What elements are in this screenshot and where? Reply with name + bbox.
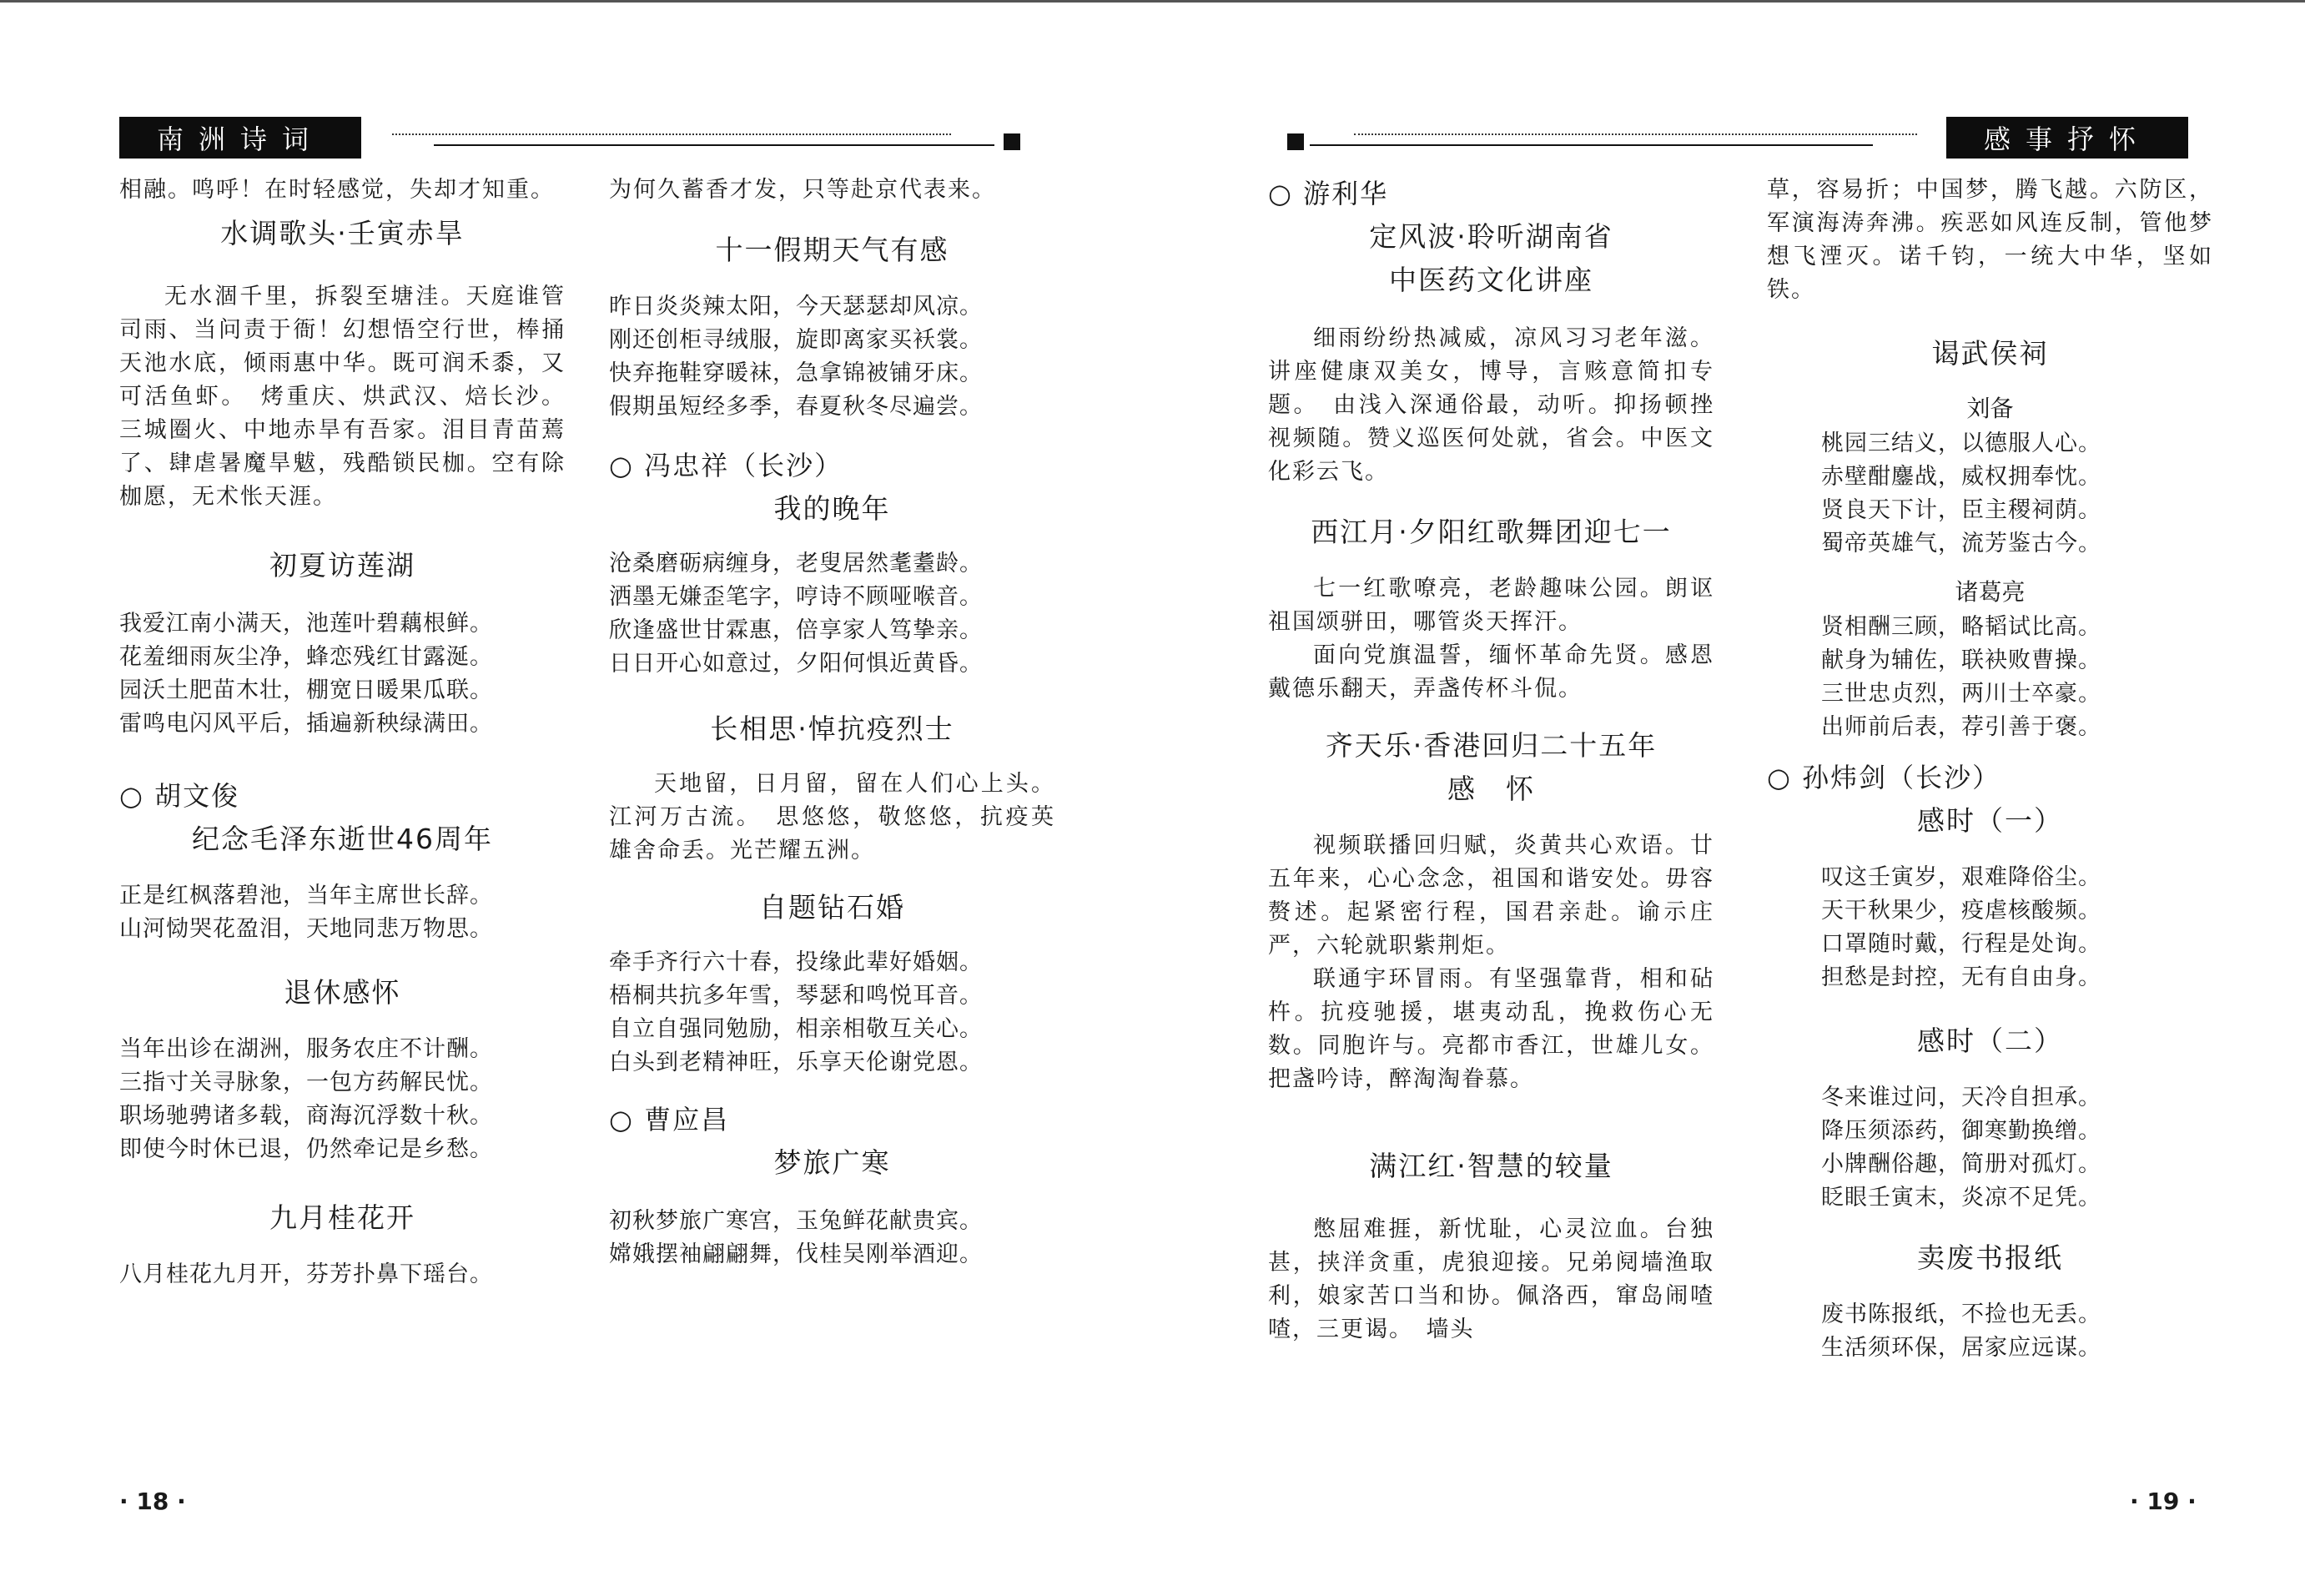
poem-line: 眨眼壬寅末，炎凉不足凭。 [1821, 1185, 2101, 1211]
right-header-solid-rule [1310, 144, 1873, 146]
left-header-square-ornament [1004, 133, 1020, 150]
author-name: ○ 冯忠祥（长沙） [609, 450, 843, 481]
poem-line: 当年出诊在湖洲，服务农庄不计酬。 [119, 1036, 493, 1062]
poem-title: 九月桂花开 [269, 1201, 415, 1234]
poem-line: 即使今时休已退，仍然牵记是乡愁。 [119, 1136, 493, 1162]
poem-title: 水调歌头·壬寅赤旱 [220, 217, 465, 249]
poem-line: 白头到老精神旺，乐享天伦谢党恩。 [609, 1050, 983, 1075]
poem-body: 细雨纷纷热减威，凉风习习老年滋。讲座健康双美女，博导，言赅意简扣专题。 由浅入深通俗最，动听。抑扬顿挫视频随。赞义巡医何处就，省会。中医文化彩云飞。 [1268, 325, 1714, 485]
poem-title: 纪念毛泽东逝世46周年 [192, 823, 493, 855]
poem-line: 出师前后表，荐引善于褒。 [1821, 714, 2101, 740]
right-section-header: 感事抒怀 [1946, 117, 2188, 159]
poem-title: 感时（二） [1917, 1025, 2063, 1057]
poem-title: 十一假期天气有感 [715, 234, 949, 266]
poem-body [1767, 427, 2213, 561]
poem-line: 自立自强同勉励，相亲相敬互关心。 [609, 1016, 983, 1042]
poem-body [1767, 611, 2213, 744]
poem-body [609, 547, 1055, 681]
top-border-line [0, 0, 2305, 3]
poem-line: 花羞细雨灰尘净，蜂恋残红甘露涎。 [119, 644, 493, 670]
poem-title: 自题钻石婚 [759, 891, 905, 924]
poem-line: 牵手齐行六十春，投缘此辈好婚姻。 [609, 949, 983, 975]
poem-line: 生活须环保，居家应远谋。 [1821, 1335, 2101, 1361]
author-name: ○ 胡文俊 [119, 780, 240, 812]
poem-line: 三指寸关寻脉象，一包方药解民忧。 [119, 1070, 493, 1095]
poem-line: 洒墨无嫌歪笔字，哼诗不顾哑喉音。 [609, 584, 983, 610]
poem-body [119, 1258, 566, 1291]
poem-line: 废书陈报纸，不捡也无丢。 [1821, 1301, 2101, 1327]
poem-line: 雷鸣电闪风平后，插遍新秧绿满田。 [119, 711, 493, 737]
poem-line: 贤相酬三顾，略韬试比高。 [1821, 614, 2101, 640]
poem-title: 满江红·智慧的较量 [1369, 1150, 1613, 1182]
author-name: ○ 孙炜剑（长沙） [1767, 762, 2001, 793]
poem-line: 赤壁酣鏖战，威权拥奉忱。 [1821, 464, 2101, 490]
author-name: ○ 游利华 [1268, 178, 1389, 209]
poem-title: 退休感怀 [284, 976, 401, 1009]
poem-body [609, 946, 1055, 1080]
poem-line: 假期虽短经多季，春夏秋冬尽遍尝。 [609, 394, 983, 420]
right-header-dotted-rule [1354, 133, 1917, 135]
right-page-column-2 [1767, 174, 2213, 1475]
poem-line: 园沃土肥苗木壮，棚宽日暖果瓜联。 [119, 677, 493, 703]
poem-line: 降压须添药，御寒勤换缯。 [1821, 1118, 2101, 1144]
left-section-header: 南洲诗词 [119, 117, 361, 159]
poem-title-line-2: 中医药文化讲座 [1389, 264, 1593, 296]
left-page-column-1 [119, 174, 566, 1475]
poem-body [119, 1033, 566, 1166]
poem-body: 无水涸千里，拆裂至塘洼。天庭谁管司雨、当问责于衙！幻想悟空行世，棒捅天池水底，倾雨惠中华。既可润禾黍，又可活鱼虾。 烤重庆、烘武汉、焙长沙。三城圈火、中地赤旱有吾家。泪目青苗蔫了、肆虐暑魔旱魃，残酷锁民枷。空有除枷愿，无术怅天涯。 [119, 284, 566, 510]
poem-body [1767, 861, 2213, 994]
poem-line: 冬来谁过问，天冷自担承。 [1821, 1085, 2101, 1110]
poem-title-line-2: 感 怀 [1447, 773, 1535, 805]
poem-line: 三世忠贞烈，两川士卒豪。 [1821, 681, 2101, 707]
continued-text: 草，容易折；中国梦，腾飞越。六防区，军演海涛奔沸。疾恶如风连反制，管他梦想飞湮灭。诺千钧，一统大中华，坚如铁。 [1767, 177, 2213, 303]
poem-title: 谒武侯祠 [1931, 337, 2049, 370]
poem-subtitle: 诸葛亮 [1955, 578, 2026, 606]
poem-line: 日日开心如意过，夕阳何惧近黄昏。 [609, 651, 983, 677]
continued-text: 为何久蓄香才发，只等赴京代表来。 [609, 177, 996, 203]
poem-subtitle: 刘备 [1966, 395, 2014, 422]
poem-body: 天地留，日月留，留在人们心上头。江河万古流。 思悠悠，敬悠悠，抗疫英雄舍命丢。光芒耀五洲。 [609, 771, 1055, 863]
poem-title: 长相思·悼抗疫烈士 [710, 712, 954, 745]
right-page-column-1 [1268, 172, 1714, 1473]
poem-line: 担愁是封控，无有自由身。 [1821, 964, 2101, 990]
poem-body [609, 1205, 1055, 1271]
left-page-column-2 [609, 174, 1055, 1475]
poem-line: 欣逢盛世甘霖惠，倍享家人笃挚亲。 [609, 617, 983, 643]
left-page-number: · 18 · [119, 1488, 186, 1515]
right-header-square-ornament [1287, 133, 1304, 150]
poem-body [1767, 1298, 2213, 1365]
poem-line: 昨日炎炎辣太阳，今天瑟瑟却风凉。 [609, 294, 983, 320]
poem-line: 小牌酬俗趣，简册对孤灯。 [1821, 1151, 2101, 1177]
poem-line: 刚还创柜寻绒服，旋即离家买袄裳。 [609, 327, 983, 353]
poem-line: 梧桐共抗多年雪，琴瑟和鸣悦耳音。 [609, 983, 983, 1009]
poem-body [609, 290, 1055, 424]
poem-body: 七一红歌嘹亮，老龄趣味公园。朗讴祖国颂骈田，哪管炎天挥汗。 [1268, 576, 1714, 635]
poem-title: 齐天乐·香港回归二十五年 [1325, 729, 1658, 762]
poem-title: 定风波·聆听湖南省 [1369, 220, 1613, 253]
poem-line: 口罩随时戴，行程是处询。 [1821, 931, 2101, 957]
poem-title: 我的晚年 [773, 492, 891, 525]
poem-title: 卖废书报纸 [1917, 1241, 2063, 1274]
poem-body: 面向党旗温誓，缅怀革命先贤。感恩戴德乐翻天，弄盏传杯斗侃。 [1268, 642, 1714, 702]
poem-body [1767, 1081, 2213, 1215]
right-page-number: · 19 · [2130, 1488, 2197, 1515]
poem-line: 我爱江南小满天，池莲叶碧藕根鲜。 [119, 611, 493, 637]
poem-line: 沧桑磨砺病缠身，老叟居然耄耋龄。 [609, 551, 983, 576]
poem-line: 叹这壬寅岁，艰难降俗尘。 [1821, 864, 2101, 890]
poem-line: 山河恸哭花盈泪，天地同悲万物思。 [119, 916, 493, 942]
poem-body [119, 607, 566, 741]
poem-line: 贤良天下计，臣主稷祠荫。 [1821, 497, 2101, 523]
poem-body: 联通宇环冒雨。有坚强靠背，相和砧杵。抗疫驰援，堪夷动乱，挽救伤心无数。同胞许与。亮都市香江，世雄儿女。把盏吟诗，醉淘淘眷慕。 [1268, 966, 1714, 1092]
poem-line: 天干秋果少，疫虐核酸频。 [1821, 898, 2101, 924]
poem-line: 快弃拖鞋穿暖袜，急拿锦被铺牙床。 [609, 360, 983, 386]
poem-line: 正是红枫落碧池，当年主席世长辞。 [119, 883, 493, 909]
poem-line: 八月桂花九月开，芬芳扑鼻下瑶台。 [119, 1261, 493, 1287]
poem-line: 蜀帝英雄气，流芳鉴古今。 [1821, 531, 2101, 556]
poem-body [119, 879, 566, 946]
poem-title: 初夏访莲湖 [269, 549, 415, 582]
poem-line: 嫦娥摆袖翩翩舞，伐桂吴刚举酒迎。 [609, 1241, 983, 1267]
poem-body: 憋屈难捱，新忧耻，心灵泣血。台独甚，挟洋贪重，虎狼迎接。兄弟阋墙渔取利，娘家苦口当和协。佩洛西，窜岛闹喳喳，三更谒。 墙头 [1268, 1216, 1714, 1342]
poem-title: 西江月·夕阳红歌舞团迎七一 [1311, 516, 1672, 548]
poem-title: 梦旅广寒 [773, 1146, 891, 1179]
poem-line: 初秋梦旅广寒宫，玉兔鲜花献贵宾。 [609, 1208, 983, 1234]
left-header-dotted-rule [392, 133, 951, 135]
poem-body: 视频联播回归赋，炎黄共心欢语。廿五年来，心心念念，祖国和谐安处。毋容赘述。起紧密行程，国君亲赴。谕示庄严，六轮就职紫荆炬。 [1268, 833, 1714, 959]
left-header-solid-rule [434, 144, 994, 146]
continued-text: 相融。鸣呼！在时轻感觉，失却才知重。 [119, 177, 555, 203]
author-name: ○ 曹应昌 [609, 1104, 730, 1135]
poem-line: 桃园三结义，以德服人心。 [1821, 430, 2101, 456]
poem-line: 职场驰骋诸多载，商海沉浮数十秋。 [119, 1103, 493, 1129]
poem-title: 感时（一） [1917, 804, 2063, 837]
poem-line: 献身为辅佐，联袂败曹操。 [1821, 647, 2101, 673]
